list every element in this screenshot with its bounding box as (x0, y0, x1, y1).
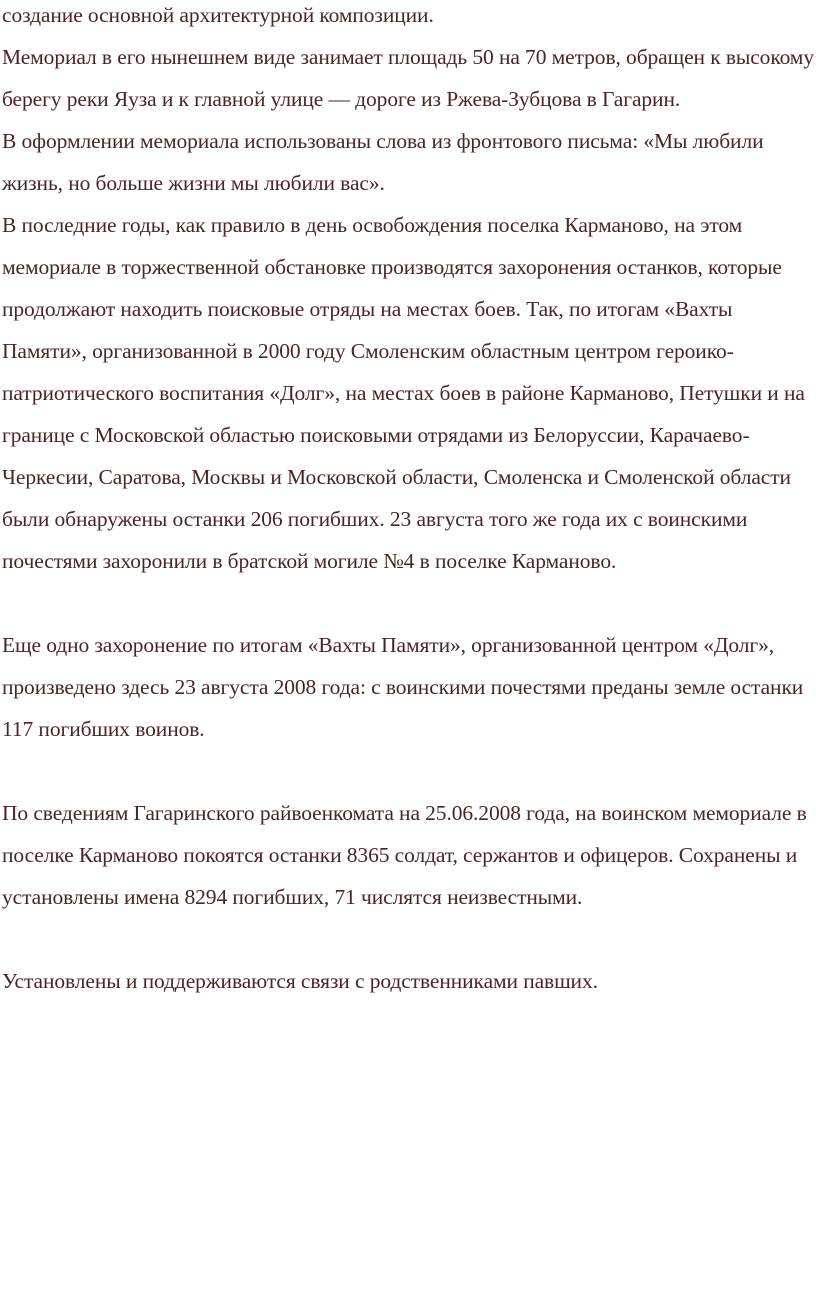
paragraph-reburials-2000: В последние годы, как правило в день освобождения поселка Карманово, на этом мемориале в торжественной обстановке производятся захоронения останков, которые продолжают находить поисковые отряды на местах боев. Так, по итогам «Вахты Памяти», организованной в 2000 году Смоленским областным центром героико-патриотического воспитания «Долг», на местах боев в районе Карманово, Петушки и на границе с Московской областью поисковыми отрядами из Белоруссии, Карачаево-Черкесии, Саратова, Москвы и Московской области, Смоленска и Смоленской области были обнаружены останки 206 погибших. 23 августа того же года их с воинскими почестями захоронили в братской могиле №4 в поселке Карманово. (2, 213, 805, 573)
paragraph-reburial-2008: Еще одно захоронение по итогам «Вахты Памяти», организованной центром «Долг», произведено здесь 23 августа 2008 года: с воинскими почестями преданы земле останки 117 погибших воинов. (2, 633, 804, 741)
paragraph-relatives-contacts: Установлены и поддерживаются связи с родственниками павших. (2, 969, 598, 993)
paragraph-military-registry-stats: По сведениям Гагаринского райвоенкомата на 25.06.2008 года, на воинском мемориале в поселке Карманово покоятся останки 8365 солдат, сержантов и офицеров. Сохранены и установлены имена 8294 погибших, 71 числятся неизвестными. (2, 801, 807, 909)
paragraph-letter-quote: В оформлении мемориала использованы слова из фронтового письма: «Мы любили жизнь, но больше жизни мы любили вас». (2, 129, 764, 195)
paragraph-spacer (2, 750, 814, 792)
paragraph-intro-fragment: создание основной архитектурной композиции. (2, 3, 434, 27)
paragraph-spacer (2, 918, 814, 960)
paragraph-spacer (2, 582, 814, 624)
paragraph-memorial-area: Мемориал в его нынешнем виде занимает площадь 50 на 70 метров, обращен к высокому берегу реки Яуза и к главной улице — дороге из Ржева-Зубцова в Гагарин. (2, 45, 814, 111)
